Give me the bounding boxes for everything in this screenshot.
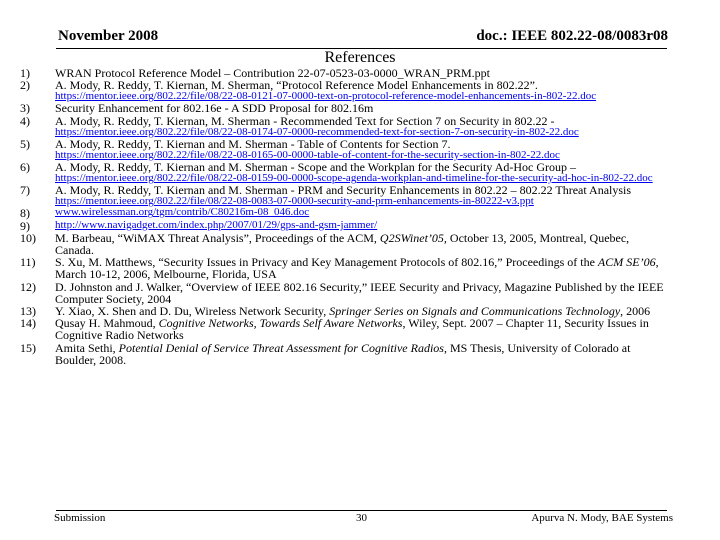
reference-number: 15) bbox=[20, 340, 36, 355]
reference-link[interactable]: https://mentor.ieee.org/802.22/file/08/22-08-0083-07-0000-security-and-prm-enhancements-in-80222-v3.ppt bbox=[55, 195, 534, 208]
reference-link[interactable]: https://mentor.ieee.org/802.22/file/08/22-08-0121-07-0000-text-on-protocol-reference-model-enhancements-in-802-22.doc bbox=[55, 90, 597, 103]
reference-text: Security Enhancement for 802.16e - A SDD Proposal for 802.16m bbox=[55, 101, 374, 116]
reference-text: A. Mody, R. Reddy, T. Kiernan and M. Sherman - PRM and Security Enhancements in 802.22 – 802.22 Threat Analysis https://mentor.ieee.org/802.22/file/08/22-08-0083-07-0000-security-and-prm-enhancements-in-80222-v3.ppt bbox=[55, 184, 670, 207]
reference-text bbox=[55, 207, 670, 219]
reference-link[interactable]: http://www.navigadget.com/index.php/2007/01/29/gps-and-gsm-jammer/ bbox=[55, 218, 378, 231]
reference-text: A. Mody, R. Reddy, T. Kiernan, M. Sherman - Recommended Text for Section 7 on Security in 802.22 - https://mentor.ieee.org/802.22/file/08/22-08-0174-07-0000-recommended-text-for-section-7-on-security-in-802-22.doc bbox=[55, 115, 670, 138]
list-item bbox=[20, 281, 670, 305]
reference-link[interactable]: https://mentor.ieee.org/802.22/file/08/22-08-0174-07-0000-recommended-text-for-section-7-on-security-in-802-22.doc bbox=[55, 125, 579, 138]
list-item bbox=[20, 342, 670, 366]
list-item bbox=[20, 79, 670, 102]
reference-number: 1) bbox=[20, 66, 30, 80]
reference-text: M. Barbeau, “WiMAX Threat Analysis”, Proceedings of the ACM, Q2SWinet’05, October 13, 2005, Montreal, Quebec, Canada. bbox=[55, 230, 630, 258]
reference-number: 6) bbox=[20, 160, 30, 175]
reference-text: A. Mody, R. Reddy, T. Kiernan and M. Sherman - Table of Contents for Section 7. https://mentor.ieee.org/802.22/file/08/22-08-0165-00-0000-table-of-content-for-the-security-section-in-802-22.doc bbox=[55, 138, 670, 161]
reference-number: 2) bbox=[20, 78, 30, 93]
reference-text: S. Xu, M. Matthews, “Security Issues in Privacy and Key Management Protocols of 802.16,” Proceedings of the ACM SE’06, March 10-12, 2006, Melbourne, Florida, USA bbox=[55, 255, 659, 282]
reference-text: D. Johnston and J. Walker, “Overview of IEEE 802.16 Security,” IEEE Security and Privacy, Magazine Published by the IEEE Computer Society, 2004 bbox=[55, 279, 664, 306]
list-item bbox=[20, 138, 670, 161]
header-date: November 2008 bbox=[58, 28, 159, 44]
list-item bbox=[20, 207, 670, 219]
reference-text: Y. Xiao, X. Shen and D. Du, Wireless Network Security, Springer Series on Signals and Communications Technology, 2006 bbox=[55, 304, 651, 319]
reference-number: 14) bbox=[20, 316, 36, 331]
list-item bbox=[20, 115, 670, 138]
reference-link[interactable]: https://mentor.ieee.org/802.22/file/08/22-08-0159-00-0000-scope-agenda-workplan-and-timeline-for-the-security-ad-hoc-in-802-22.doc bbox=[55, 172, 653, 185]
reference-link[interactable]: www.wirelessman.org/tgm/contrib/C80216m-08_046.doc bbox=[55, 206, 310, 219]
page-title: References bbox=[324, 49, 396, 66]
reference-number: 10) bbox=[20, 230, 36, 245]
footer-author: Apurva N. Mody, BAE Systems bbox=[531, 512, 673, 524]
page-number: 30 bbox=[356, 512, 367, 524]
footer-divider bbox=[56, 510, 667, 511]
header-doc-id: doc.: IEEE 802.22-08/0083r08 bbox=[476, 28, 668, 44]
reference-number: 7) bbox=[20, 183, 30, 198]
reference-number: 5) bbox=[20, 136, 30, 151]
list-item bbox=[20, 184, 670, 207]
reference-text: A. Mody, R. Reddy, T. Kiernan, M. Sherman, “Protocol Reference Model Enhancements in 802.22”. https://mentor.ieee.org/802.22/file/08/22-08-0121-07-0000-text-on-protocol-reference-model-enhancements-in-802-22.doc bbox=[55, 79, 670, 102]
list-item bbox=[20, 232, 670, 256]
reference-text: A. Mody, R. Reddy, T. Kiernan and M. Sherman - Scope and the Workplan for the Security Ad-Hoc Group – https://mentor.ieee.org/802.22/file/08/22-08-0159-00-0000-scope-agenda-workplan-and-timeline-for-the-security-ad-hoc-in-802-22.doc bbox=[55, 161, 670, 184]
reference-number: 4) bbox=[20, 113, 30, 128]
reference-number: 8) bbox=[20, 206, 30, 221]
list-item bbox=[20, 256, 670, 280]
reference-number: 11) bbox=[20, 255, 36, 270]
reference-link[interactable]: https://mentor.ieee.org/802.22/file/08/22-08-0165-00-0000-table-of-content-for-the-security-section-in-802-22.doc bbox=[55, 149, 560, 162]
list-item bbox=[20, 161, 670, 184]
reference-text: WRAN Protocol Reference Model – Contribution 22-07-0523-03-0000_WRAN_PRM.ppt bbox=[55, 66, 490, 80]
reference-text: Qusay H. Mahmoud, Cognitive Networks, Towards Self Aware Networks, Wiley, Sept. 2007 – Chapter 11, Security Issues in Cognitive Radio Networks bbox=[55, 316, 649, 343]
reference-number: 12) bbox=[20, 279, 36, 294]
reference-number: 9) bbox=[20, 218, 30, 233]
list-item bbox=[20, 317, 670, 341]
reference-number: 13) bbox=[20, 304, 36, 319]
reference-list bbox=[20, 67, 670, 366]
reference-number: 3) bbox=[20, 101, 30, 116]
reference-text: Amita Sethi, Potential Denial of Service Threat Assessment for Cognitive Radios, MS Thesis, University of Colorado at Boulder, 2008. bbox=[55, 340, 631, 367]
footer-submission: Submission bbox=[54, 512, 106, 524]
